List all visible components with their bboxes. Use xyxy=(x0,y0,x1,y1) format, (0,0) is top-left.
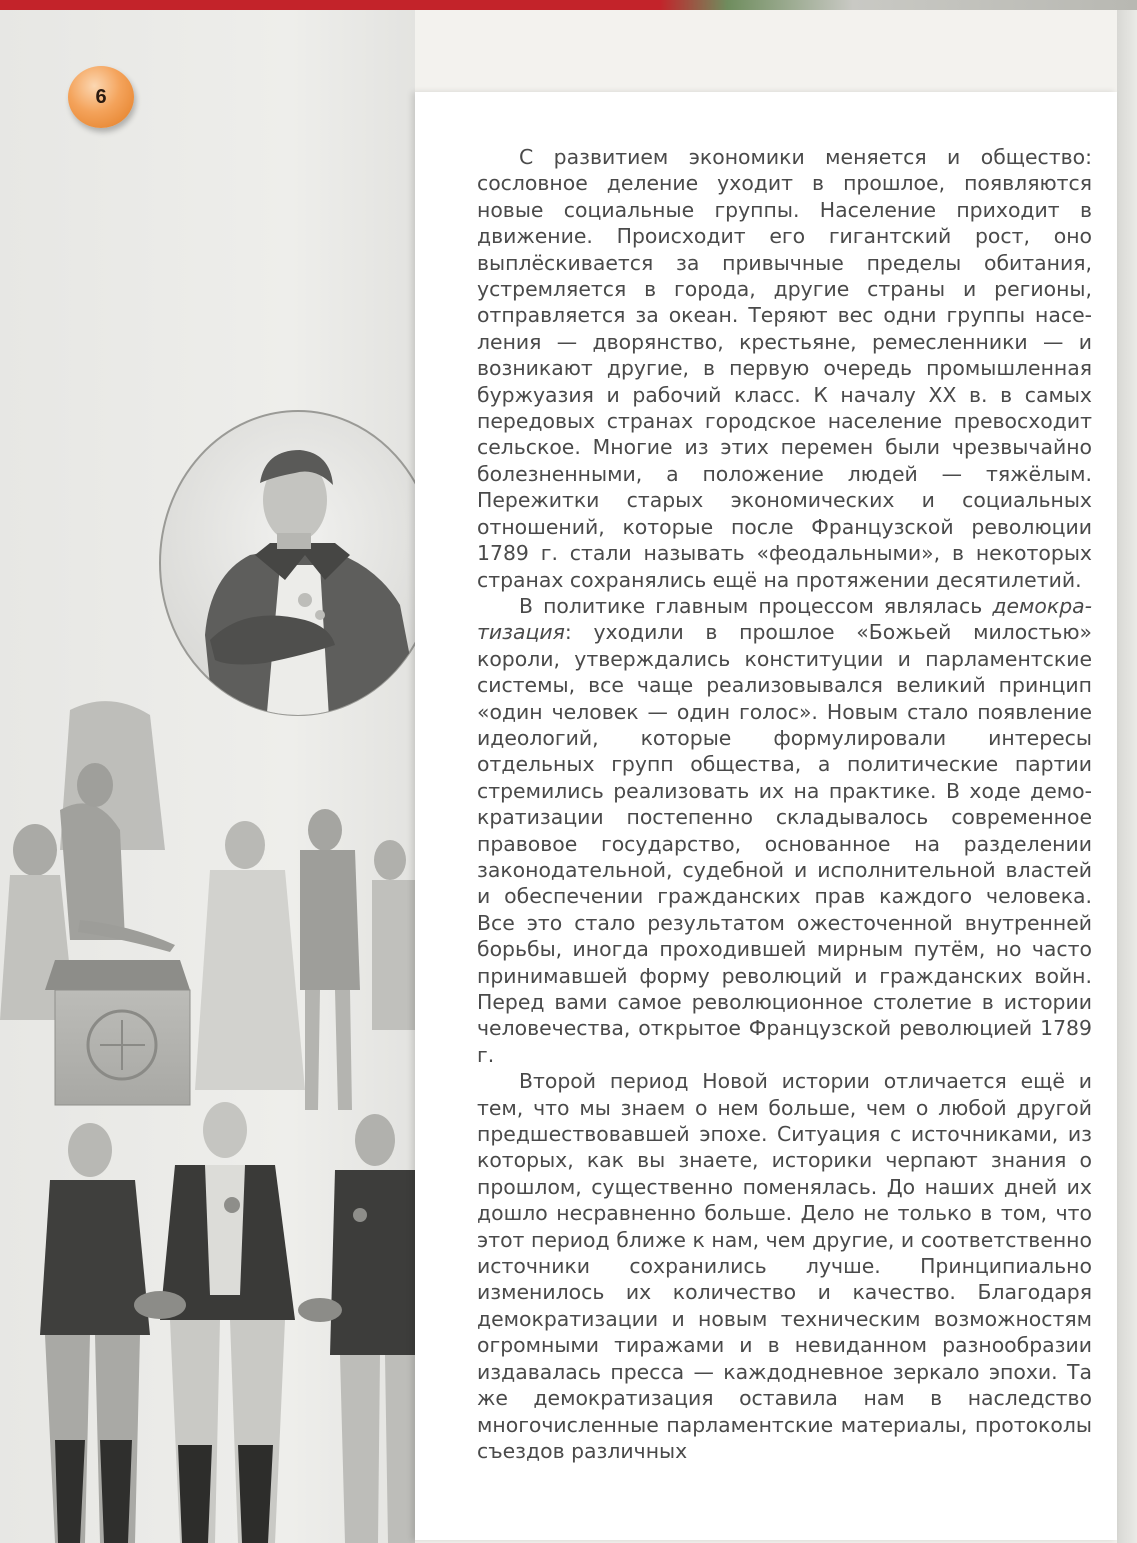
page-number-badge xyxy=(68,66,134,128)
term-democratization: демократизация xyxy=(477,593,1092,645)
illustration-strip xyxy=(0,10,415,1543)
napoleon-portrait xyxy=(155,405,415,735)
page-number: 6 xyxy=(95,85,107,108)
paragraph-1: С развитием экономики меняется и общество: сословное деление уходит в прошлое, появляются новые социальные группы. Население приходит в движение. Происходит его гигантский рост, оно выплёскивается за привычные пределы обитания, устремляется в города, другие страны и регионы, отправляется за океан. Теряют вес одни группы населения — дворянство, крестьяне, ремесленники — и возникают другие, в первую очередь промышленная буржуазия и рабочий класс. К началу XX в. в самых передовых странах городское население превосходит сельское. Многие из этих перемен были чрезвычайно болезненными, а положение людей — тяжёлым. Пережитки старых экономических и социальных отношений, которые после Французской революции 1789 г. стали называть «феодальными», в некоторых странах сохранялись ещё на протяжении десятилетий. xyxy=(477,145,1092,592)
three-monarchs-engraving xyxy=(0,1095,415,1543)
paragraph-2-start: В политике главным процессом являлась xyxy=(519,593,993,618)
body-text xyxy=(477,144,1092,1464)
oath-engraving xyxy=(0,690,415,1120)
paragraph-2-rest: : уходили в прошлое «Божьей милостью» короли, утверждались конституции и парламентские системы, все чаще реализовывался великий принцип «один человек — один голос». Новым стало появление идеологий, которые формулировали интересы отдельных групп общества, а политические партии стремились реализовать их на практике. В ходе демократизации постепенно складывалось современное правовое государство, основанное на разделении законодательной, судебной и исполнительной властей и обеспечении гражданских прав каждого человека. Все это стало результатом ожесточенной внутренней борьбы, иногда проходившей мирным путём, но часто принимавшей форму революций и гражданских войн. Перед вами самое революционное столетие в истории человечества, открытое Французской революцией 1789 г. xyxy=(477,620,1092,1067)
page-edge xyxy=(1117,10,1137,1543)
text-panel xyxy=(415,92,1117,1540)
paragraph-2 xyxy=(477,593,1092,1068)
paragraph-3: Второй период Новой истории отличается ещё и тем, что мы знаем о нем больше, чем о любой другой предшествовавшей эпохе. Ситуация с источниками, из которых, как вы знаете, историки черпают знания о прошлом, существенно поменялась. До наших дней их дошло несравненно больше. Дело не только в том, что этот период ближе к нам, чем другие, и соответственно источники сохранились лучше. Принципиально изменилось их количество и качество. Благодаря демократизации и новым техническим возможностям огромными тиражами и в невиданном разнообразии издавалась пресса — каждодневное зеркало эпохи. Та же демократизация оставила нам в наследство многочисленные парламентские материалы, протоколы съездов различных xyxy=(477,1069,1092,1463)
top-color-stripe xyxy=(0,0,1137,10)
